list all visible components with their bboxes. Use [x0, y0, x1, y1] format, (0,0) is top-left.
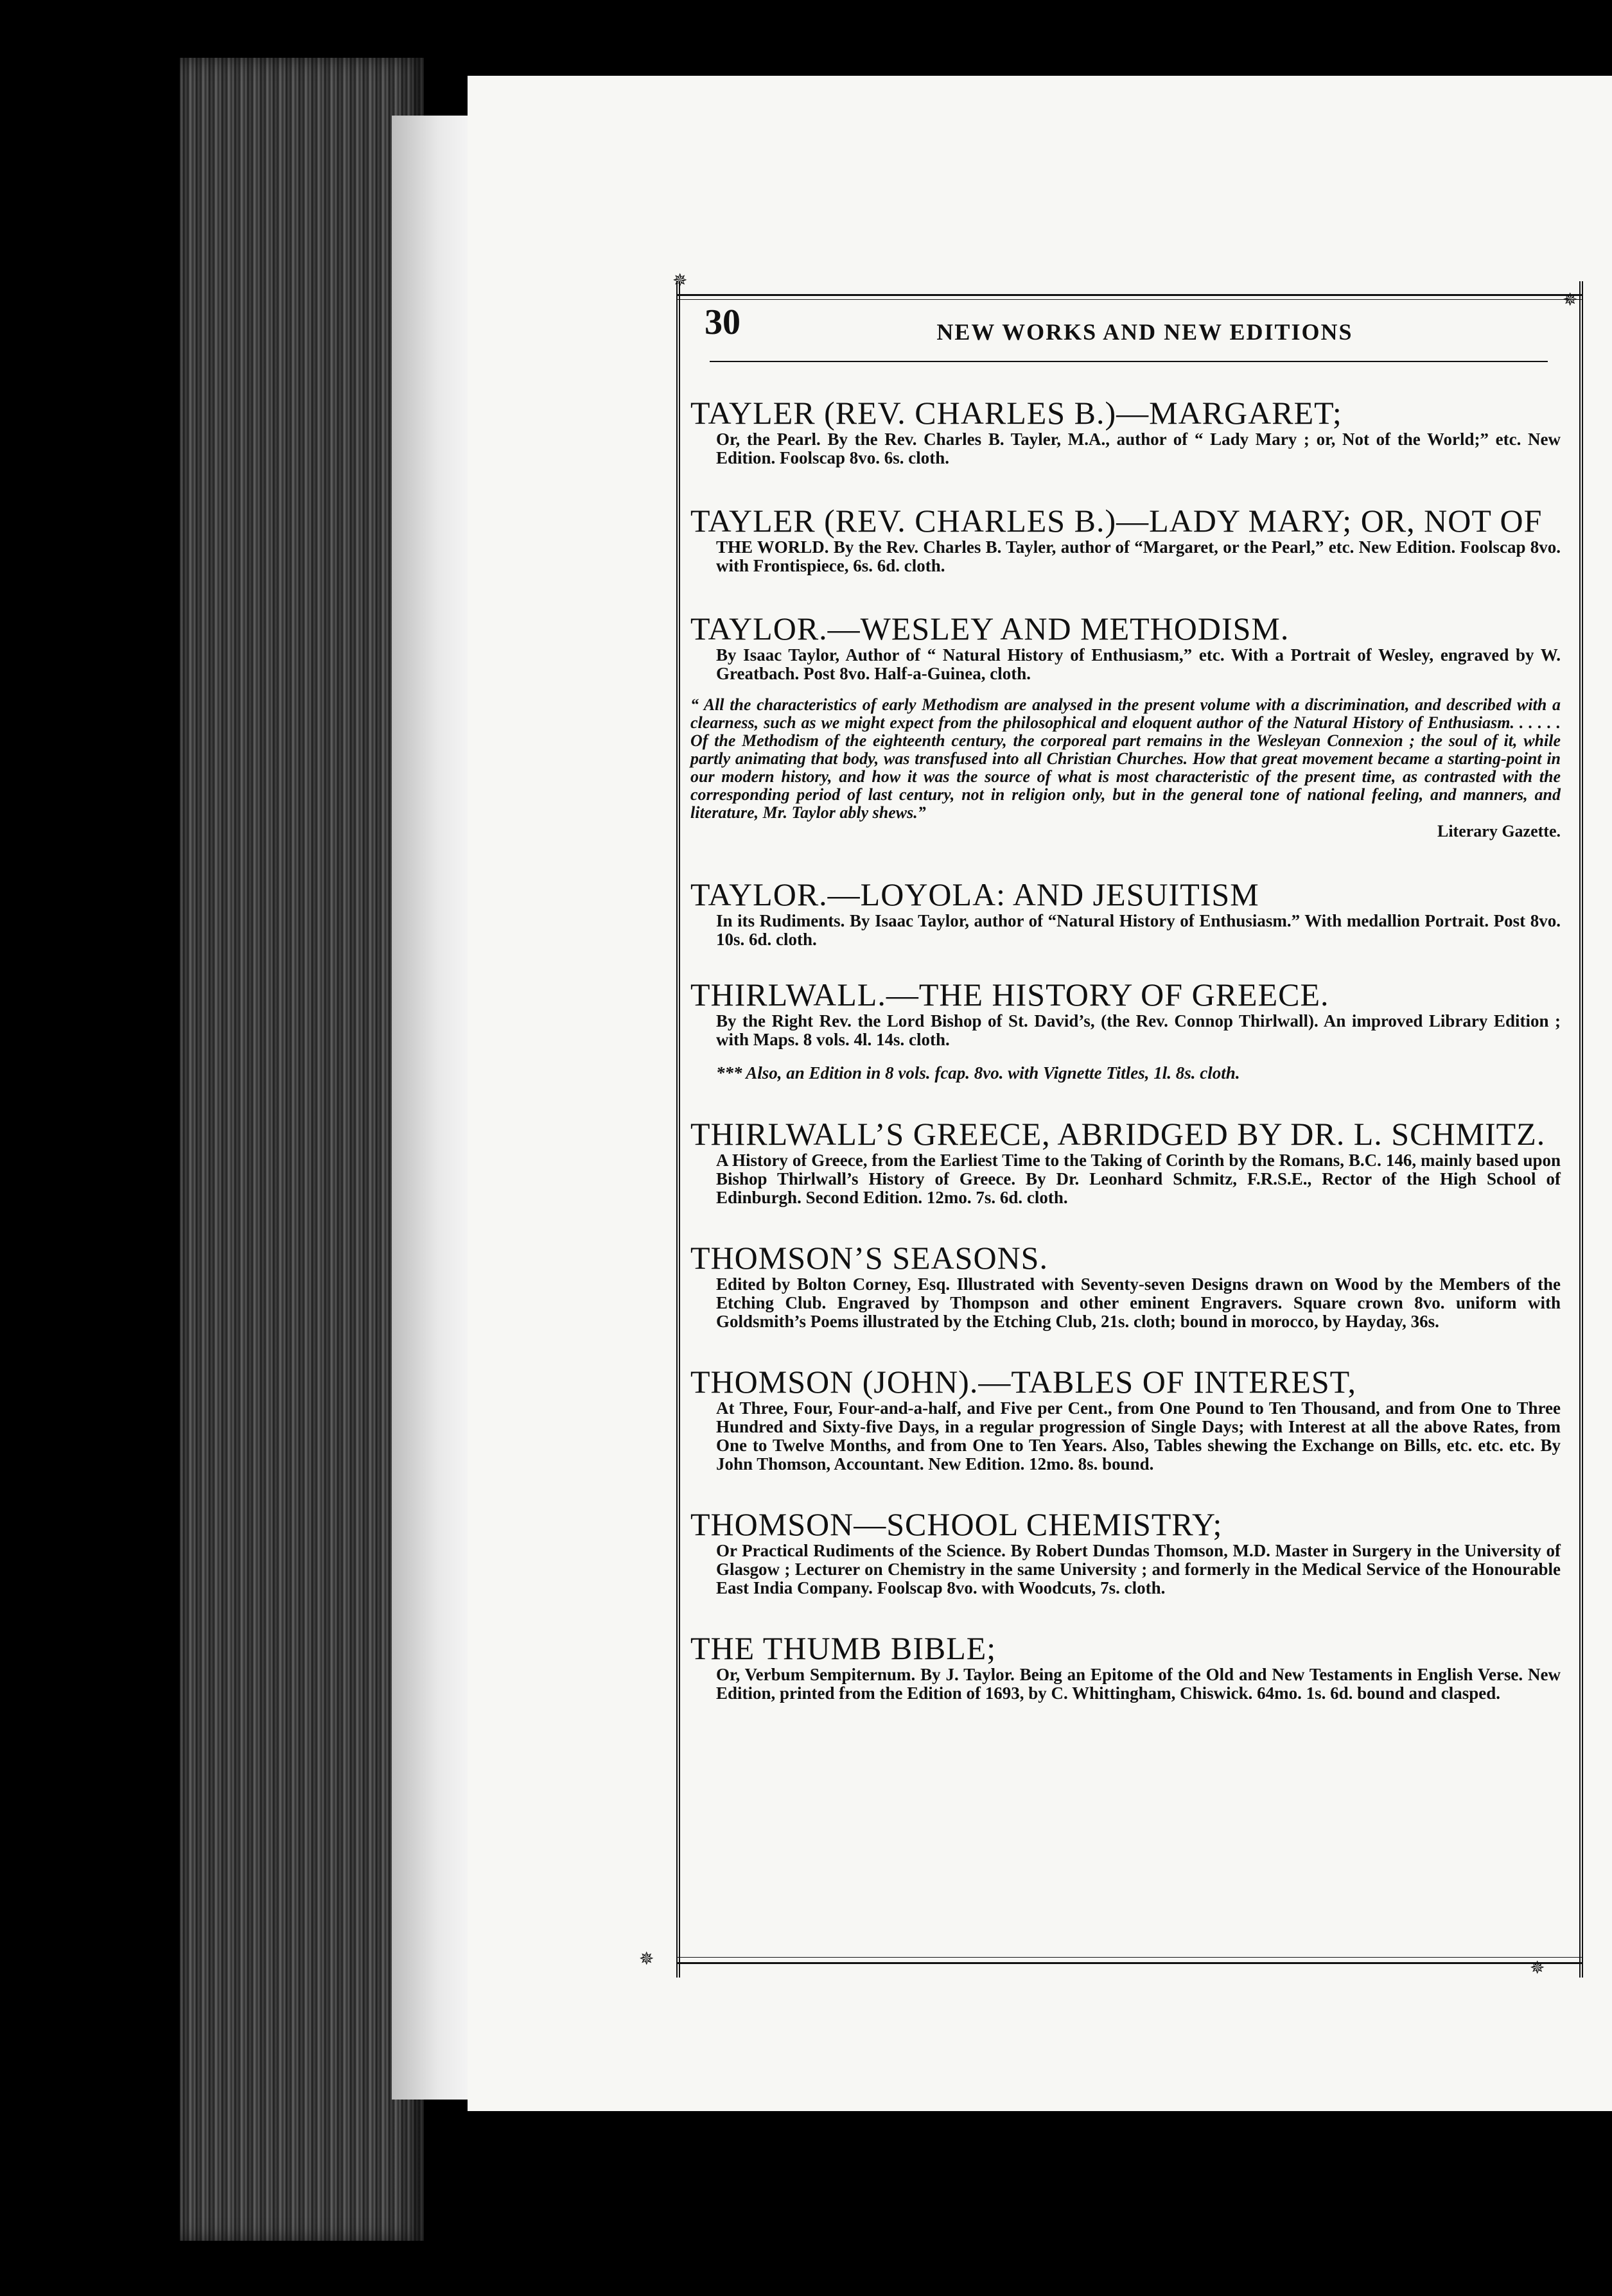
- entry-body: Edited by Bolton Corney, Esq. Illustrated with Seventy-seven Designs drawn on Wood by the Members of the Etching Club. Engraved by Thompson and other eminent Engravers. Square crown 8vo. uniform with Goldsmith’s Poems illustrated by the Etching Club, 21s. cloth; bound in morocco, by Hayday, 36s.: [716, 1274, 1561, 1331]
- page-number: 30: [705, 302, 740, 342]
- page-header-title: NEW WORKS AND NEW EDITIONS: [936, 319, 1353, 345]
- book-fore-edge: [180, 58, 424, 2241]
- entry-taylor-wesley: [690, 611, 1561, 841]
- page-content: [690, 302, 1561, 1952]
- header-rule: [710, 361, 1548, 362]
- entry-title: THIRLWALL’S GREECE, ABRIDGED BY DR. L. SCHMITZ.: [690, 1116, 1546, 1152]
- entry-title: THE THUMB BIBLE;: [690, 1630, 997, 1666]
- entry-tayler-margaret: [690, 396, 1561, 467]
- entry-body: By Isaac Taylor, Author of “ Natural History of Enthusiasm,” etc. With a Portrait of Wesley, engraved by W. Greatbach. Post 8vo. Half-a-Guinea, cloth.: [716, 645, 1561, 683]
- entry-title: THIRLWALL.—THE HISTORY OF GREECE.: [690, 977, 1329, 1013]
- corner-ornament-icon: ✵: [1530, 1957, 1545, 1978]
- entry-thomson-chemistry: [690, 1507, 1561, 1597]
- entry-tayler-lady-mary: [690, 503, 1561, 575]
- entry-thumb-bible: [690, 1631, 1561, 1703]
- top-border-rule-inner: [676, 299, 1583, 300]
- entry-thirlwall-abridged: [690, 1117, 1561, 1207]
- corner-ornament-icon: ✵: [672, 270, 688, 291]
- corner-ornament-icon: ✵: [1563, 289, 1578, 310]
- entry-body: Or, the Pearl. By the Rev. Charles B. Tayler, M.A., author of “ Lady Mary ; or, Not of the World;” etc. New Edition. Foolscap 8vo. 6s. cloth.: [716, 430, 1561, 467]
- top-border-rule: [676, 294, 1583, 296]
- edition-note: *** Also, an Edition in 8 vols. fcap. 8vo. with Vignette Titles, 1l. 8s. cloth.: [716, 1063, 1240, 1083]
- entry-title: TAYLER (REV. CHARLES B.)—MARGARET;: [690, 395, 1342, 431]
- running-head: [690, 302, 1561, 372]
- entry-title: THOMSON (JOHN).—TABLES OF INTEREST,: [690, 1364, 1357, 1400]
- page-gutter: [392, 116, 469, 2100]
- entry-title: THOMSON—SCHOOL CHEMISTRY;: [690, 1506, 1223, 1542]
- entry-body: THE WORLD. By the Rev. Charles B. Tayler, author of “Margaret, or the Pearl,” etc. New Edition. Foolscap 8vo. with Frontispiece, 6s. 6d. cloth.: [716, 537, 1561, 575]
- corner-ornament-icon: ✵: [639, 1948, 654, 1969]
- entry-body: In its Rudiments. By Isaac Taylor, author of “Natural History of Enthusiasm.” With medallion Portrait. Post 8vo. 10s. 6d. cloth.: [716, 911, 1561, 949]
- entry-taylor-loyola: [690, 877, 1561, 949]
- entry-body: By the Right Rev. the Lord Bishop of St. David’s, (the Rev. Connop Thirlwall). An improved Library Edition ; with Maps. 8 vols. 4l. 14s. cloth.: [716, 1011, 1561, 1049]
- review-quote: “ All the characteristics of early Methodism are analysed in the present volume with a discrimination, and described with a clearness, such as we might expect from the philosophical and eloquent author of the Natural History of Enthusiasm. . . . . . Of the Methodism of the eighteenth century, the corporeal part remains in the Wesleyan Connexion ; the soul of it, while partly animating that body, was transfused into all Christian Churches. How that great movement became a starting-point in our modern history, and how it was the source of what is most characteristic of the present time, as contrasted with the corresponding period of last century, not in religion only, but in the general tone of national feeling, and manners, and literature, Mr. Taylor ably shews.”: [690, 695, 1561, 822]
- entry-body: Or Practical Rudiments of the Science. By Robert Dundas Thomson, M.D. Master in Surgery in the University of Glasgow ; Lecturer on Chemistry in the same University ; and formerly in the Medical Service of the Honourable East India Company. Foolscap 8vo. with Woodcuts, 7s. cloth.: [716, 1541, 1561, 1597]
- entry-title: TAYLOR.—WESLEY AND METHODISM.: [690, 611, 1290, 647]
- entry-body: At Three, Four, Four-and-a-half, and Five per Cent., from One Pound to Ten Thousand, and from One to Three Hundred and Sixty-five Days, in a regular progression of Single Days; with Interest at all the above Rates, from One to Twelve Months, and from One to Ten Years. Also, Tables shewing the Exchange on Bills, etc. etc. etc. By John Thomson, Accountant. New Edition. 12mo. 8s. bound.: [716, 1398, 1561, 1474]
- entry-thomson-interest: [690, 1364, 1561, 1474]
- review-source: Literary Gazette.: [1437, 822, 1561, 840]
- entry-thomson-seasons: [690, 1240, 1561, 1331]
- entry-title: TAYLER (REV. CHARLES B.)—LADY MARY; OR, NOT OF: [690, 503, 1543, 539]
- entry-thirlwall-history: [690, 977, 1561, 1083]
- bottom-border-rule-inner: [676, 1957, 1583, 1958]
- entry-body: A History of Greece, from the Earliest Time to the Taking of Corinth by the Romans, B.C. 146, mainly based upon Bishop Thirlwall’s History of Greece. By Dr. Leonhard Schmitz, F.R.S.E., Rector of the High School of Edinburgh. Second Edition. 12mo. 7s. 6d. cloth.: [716, 1151, 1561, 1207]
- entry-body: Or, Verbum Sempiternum. By J. Taylor. Being an Epitome of the Old and New Testaments in English Verse. New Edition, printed from the Edition of 1693, by C. Whittingham, Chiswick. 64mo. 1s. 6d. bound and clasped.: [716, 1665, 1561, 1703]
- bottom-border-rule: [676, 1962, 1583, 1964]
- entry-title: THOMSON’S SEASONS.: [690, 1240, 1048, 1276]
- entry-title: TAYLOR.—LOYOLA: AND JESUITISM: [690, 876, 1259, 912]
